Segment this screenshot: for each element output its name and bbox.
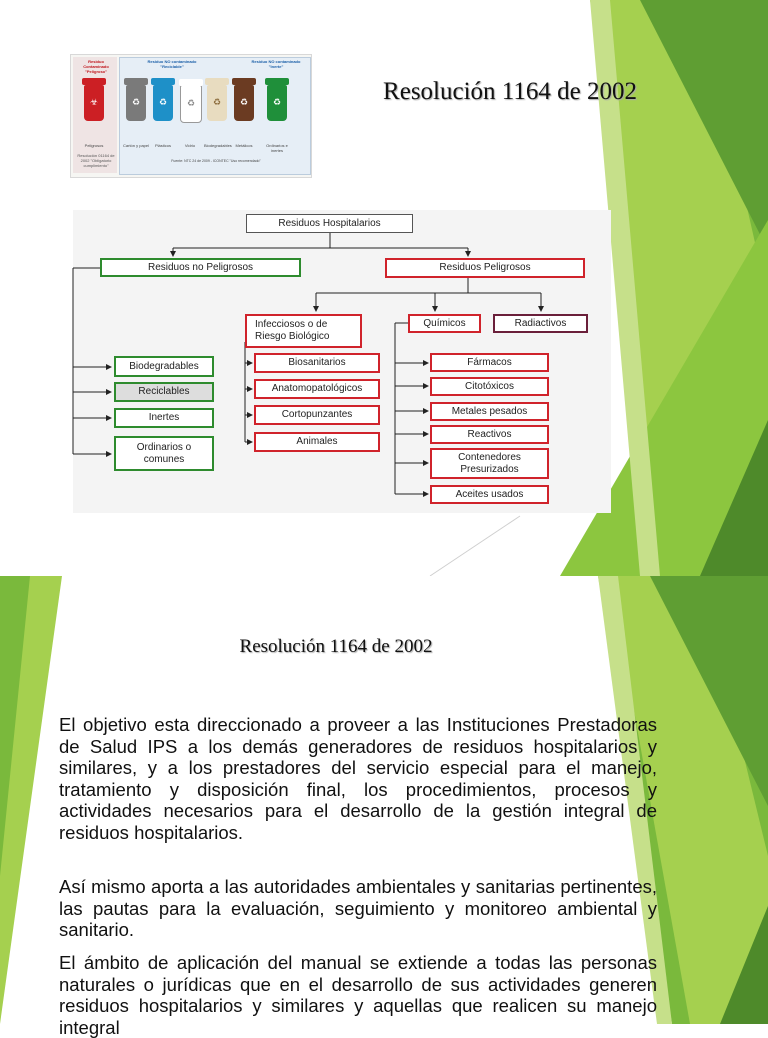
bins-note-left: Resolución 01164 de 2002 "Obligatorio cumplimiento"	[77, 153, 115, 168]
hazardous-bin-icon: ☣	[84, 85, 104, 121]
node-anatomopatologicos: Anatomopatológicos	[254, 379, 380, 399]
node-biosanitarios: Biosanitarios	[254, 353, 380, 373]
slide-2-title: Resolución 1164 de 2002	[239, 636, 433, 657]
bin-label: Metálicos	[235, 143, 253, 148]
node-reactivos: Reactivos	[430, 425, 549, 444]
node-metales-pesados: Metales pesados	[430, 402, 549, 421]
glass-bin-icon: ♻	[180, 85, 202, 123]
node-cortopunzantes: Cortopunzantes	[254, 405, 380, 425]
node-radiactivos: Radiactivos	[493, 314, 588, 333]
waste-bins-image	[70, 54, 312, 178]
node-reciclables: Reciclables	[114, 382, 214, 402]
bins-source: Fuente: NTC 24 de 2009 - ICONTEC "Uso recomendado"	[171, 159, 261, 163]
node-peligrosos: Residuos Peligrosos	[385, 258, 585, 278]
paper-bin-icon: ♻	[126, 85, 146, 121]
node-quimicos: Químicos	[408, 314, 481, 333]
paragraph-ambito: El ámbito de aplicación del manual se extiende a todas las personas naturales o jurídicas que en el desarrollo de sus actividades generen residuos hospitalarios y similares y aquellas que realicen su manejo integral	[59, 952, 657, 1038]
plastic-bin-icon: ♻	[153, 85, 173, 121]
node-animales: Animales	[254, 432, 380, 452]
node-biodegradables: Biodegradables	[114, 356, 214, 377]
node-contenedores: Contenedores Presurizados	[430, 448, 549, 479]
paragraph-autoridades: Así mismo aporta a las autoridades ambientales y sanitarias pertinentes, las pautas para la evaluación, seguimiento y monitoreo ambiental y sanitario.	[59, 876, 657, 940]
node-residuos-hospitalarios: Residuos Hospitalarios	[246, 214, 413, 233]
bins-heading-right: Residuo NO contaminado "Inerte"	[251, 59, 301, 69]
node-no-peligrosos: Residuos no Peligrosos	[100, 258, 301, 277]
node-inertes: Inertes	[114, 408, 214, 428]
bin-label: Vidrio	[184, 143, 196, 148]
ordinary-bin-icon: ♻	[267, 85, 287, 121]
bins-heading-left: Residuo Contaminado "Peligroso"	[83, 59, 109, 74]
metal-bin-icon: ♻	[234, 85, 254, 121]
node-infecciosos: Infecciosos o de Riesgo Biológico	[245, 314, 362, 348]
slide-2	[0, 576, 768, 1038]
bin-label: Plásticos	[154, 143, 171, 148]
bin-label: Peligrosos	[84, 143, 104, 148]
node-farmacos: Fármacos	[430, 353, 549, 372]
node-citotoxicos: Citotóxicos	[430, 377, 549, 396]
waste-classification-diagram	[73, 210, 611, 513]
bins-heading-mid: Residuo NO contaminado "Reciclable"	[147, 59, 197, 69]
node-aceites-usados: Aceites usados	[430, 485, 549, 504]
paragraph-objetivo: El objetivo esta direccionado a proveer a las Instituciones Prestadoras de Salud IPS a los demás generadores de residuos hospitalarios y similares, y a los prestadores del servicio especial para el manejo, tratamiento y disposición final, los procedimientos, procesos y actividades necesarios para el desarrollo de la gestión integral de residuos hospitalarios.	[59, 714, 657, 843]
biodegradable-bin-icon: ♻	[207, 85, 227, 121]
slide-1-title: Resolución 1164 de 2002	[383, 78, 637, 105]
bin-label: Biodegradables	[204, 143, 232, 148]
bin-label: Ordinarios e inertes	[266, 143, 288, 153]
bin-label: Cartón y papel	[123, 143, 150, 148]
node-ordinarios: Ordinarios o comunes	[114, 436, 214, 471]
